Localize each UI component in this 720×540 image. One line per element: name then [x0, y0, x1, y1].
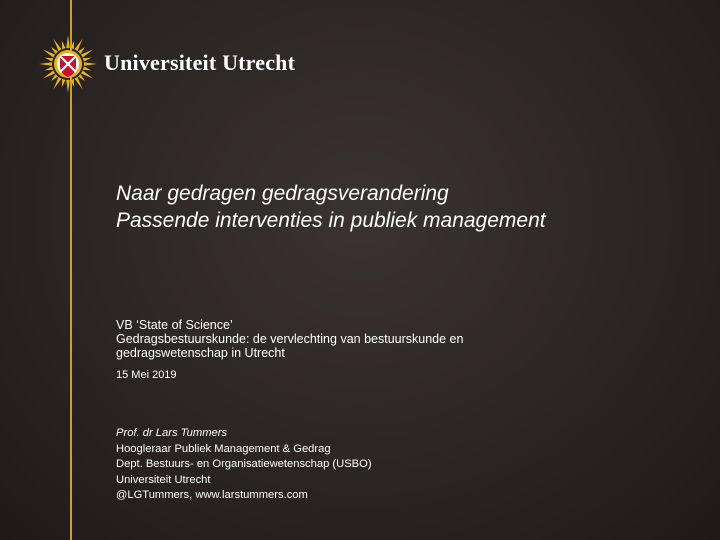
- sun-ray: [43, 50, 55, 58]
- title-line-2: Passende interventies in publiek management: [116, 209, 546, 232]
- title-line-1: Naar gedragen gedragsverandering: [116, 182, 449, 205]
- sun-ray: [74, 77, 82, 89]
- sun-ray: [43, 70, 55, 78]
- sun-ray: [66, 35, 70, 48]
- sun-ray: [78, 74, 85, 81]
- speaker-university: Universiteit Utrecht: [116, 473, 211, 486]
- speaker-role: Hoogleraar Publiek Management & Gedrag: [116, 442, 331, 455]
- speaker-department: Dept. Bestuurs- en Organisatiewetenschap (USBO): [116, 458, 372, 470]
- sun-ray: [51, 74, 58, 81]
- sun-ray: [84, 62, 97, 66]
- sun-ray: [45, 66, 53, 70]
- sun-ray: [45, 58, 53, 62]
- presentation-title: [116, 180, 696, 234]
- event-info: [116, 318, 576, 382]
- sun-ray: [62, 41, 66, 49]
- sun-ray: [78, 47, 85, 54]
- sun-ray: [81, 50, 93, 58]
- event-date: 15 Mei 2019: [116, 369, 177, 381]
- sun-ray: [83, 58, 91, 62]
- sun-ray: [81, 70, 93, 78]
- sun-ray: [62, 79, 66, 87]
- speaker-contact: @LGTummers, www.larstummers.com: [116, 489, 308, 501]
- sun-ray: [39, 62, 52, 66]
- sun-ray: [54, 77, 62, 89]
- sun-ray: [74, 39, 82, 51]
- sun-ray: [83, 66, 91, 70]
- sun-ray: [66, 80, 70, 93]
- event-name: VB ‘State of Science’: [116, 318, 233, 332]
- sun-ray: [51, 47, 58, 54]
- sun-ray: [70, 41, 74, 49]
- university-sun-emblem-icon: [38, 34, 98, 94]
- sun-ray: [70, 79, 74, 87]
- event-subtitle: Gedragsbestuurskunde: de vervlechting van bestuurskunde en gedragswetenschap in Utrecht: [116, 332, 464, 360]
- sun-ray: [54, 39, 62, 51]
- speaker-name: Prof. dr Lars Tummers: [116, 427, 228, 439]
- university-name: Universiteit Utrecht: [104, 50, 296, 75]
- speaker-info: [116, 426, 516, 504]
